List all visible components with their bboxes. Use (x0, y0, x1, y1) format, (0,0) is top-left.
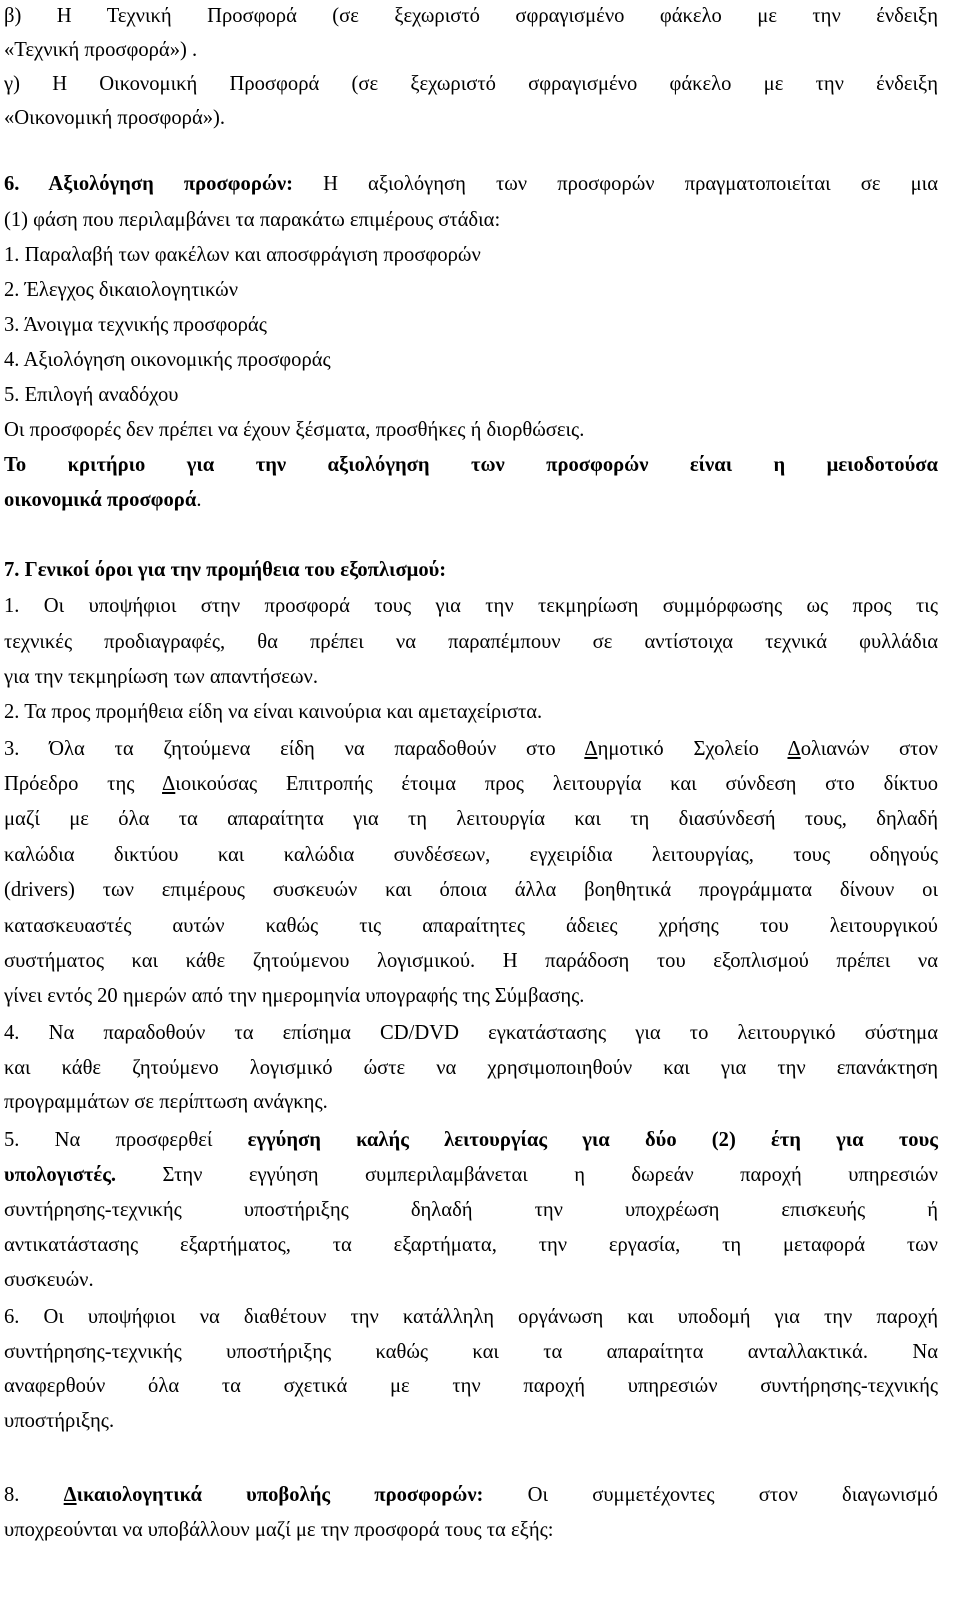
bold-text-segment: Δ (63, 1484, 77, 1506)
text-line (4, 700, 938, 724)
text-segment: Οι συμμετέχοντες στον διαγωνισμό (483, 1484, 938, 1506)
text-line (4, 1090, 938, 1114)
text-line (4, 418, 938, 442)
text-line (4, 984, 938, 1008)
text-line (4, 807, 938, 831)
bold-text-segment: οικονομικά προσφορά (4, 489, 197, 511)
text-segment: γ) Η Οικονομική Προσφορά (σε ξεχωριστό σφραγισμένο φάκελο με την ένδειξη (4, 73, 938, 95)
text-segment: Οι προσφορές δεν πρέπει να έχουν ξέσματα, προσθήκες ή διορθώσεις. (4, 419, 585, 441)
text-segment: «Τεχνική προσφορά») . (4, 39, 198, 61)
text-segment: 8. (4, 1484, 64, 1506)
text-segment: συσκευών. (4, 1269, 94, 1291)
text-segment: 3. Άνοιγμα τεχνικής προσφοράς (4, 314, 267, 336)
text-line (4, 383, 938, 407)
text-segment: 1. Παραλαβή των φακέλων και αποσφράγιση προσφορών (4, 244, 481, 266)
text-line (4, 1198, 938, 1222)
text-segment: για την τεκμηρίωση των απαντήσεων. (4, 666, 318, 688)
text-segment: καλώδια δικτύου και καλώδια συνδέσεων, εγχειρίδια λειτουργίας, τους οδηγούς (4, 844, 938, 866)
text-segment: 3. Όλα τα ζητούμενα είδη να παραδοθούν στο (4, 738, 585, 760)
text-segment: γίνει εντός 20 ημερών από την ημερομηνία υπογραφής της Σύμβασης. (4, 985, 585, 1007)
text-segment: υποστήριξης. (4, 1410, 115, 1432)
text-segment: Δ (787, 738, 801, 760)
text-line (4, 1409, 938, 1433)
text-segment: (drivers) των επιμέρους συσκευών και όποια άλλα βοηθητικά προγράμματα δίνουν οι (4, 879, 938, 901)
bold-text-segment: ικαιολογητικά υποβολής προσφορών: (76, 1484, 484, 1506)
text-segment: 4. Αξιολόγηση οικονομικής προσφοράς (4, 349, 331, 371)
text-line (4, 313, 938, 337)
bold-text-segment: 6. Αξιολόγηση προσφορών: (4, 173, 293, 195)
text-line (4, 737, 938, 761)
text-segment: 5. Επιλογή αναδόχου (4, 384, 179, 406)
text-line (4, 243, 938, 267)
text-line (4, 1163, 938, 1187)
text-line (4, 558, 938, 582)
text-segment: τεχνικές προδιαγραφές, θα πρέπει να παραπέμπουν σε αντίστοιχα τεχνικά φυλλάδια (4, 631, 938, 653)
text-line (4, 843, 938, 867)
text-segment: μαζί με όλα τα απαραίτητα για τη λειτουργία και τη διασύνδεσή τους, δηλαδή (4, 808, 938, 830)
text-line (4, 1518, 938, 1542)
text-segment: «Οικονομική προσφορά»). (4, 107, 226, 129)
text-line (4, 72, 938, 96)
text-line (4, 878, 938, 902)
text-line (4, 1056, 938, 1080)
text-line (4, 914, 938, 938)
text-segment: υποχρεούνται να υποβάλλουν μαζί με την προσφορά τους τα εξής: (4, 1519, 554, 1541)
text-line (4, 488, 938, 512)
text-segment: 2. Τα προς προμήθεια είδη να είναι καινούρια και αμεταχείριστα. (4, 701, 543, 723)
text-segment: 6. Οι υποψήφιοι να διαθέτουν την κατάλληλη οργάνωση και υποδομή για την παροχή (4, 1306, 938, 1328)
text-line (4, 772, 938, 796)
text-line (4, 172, 938, 196)
text-segment: ολιανών στον (800, 738, 938, 760)
text-segment: συστήματος και κάθε ζητούμενου λογισμικού. Η παράδοση του εξοπλισμού πρέπει να (4, 950, 938, 972)
text-line (4, 208, 938, 232)
text-line (4, 1305, 938, 1329)
text-line (4, 348, 938, 372)
text-segment: 4. Να παραδοθούν τα επίσημα CD/DVD εγκατάστασης για το λειτουργικό σύστημα (4, 1022, 938, 1044)
text-line (4, 1128, 938, 1152)
text-line (4, 1483, 938, 1507)
text-line (4, 594, 938, 618)
text-line (4, 106, 938, 130)
text-line (4, 453, 938, 477)
text-line (4, 278, 938, 302)
text-line (4, 949, 938, 973)
text-line (4, 4, 938, 28)
text-segment: β) Η Τεχνική Προσφορά (σε ξεχωριστό σφραγισμένο φάκελο με την ένδειξη (4, 5, 938, 27)
text-segment: ιοικούσας Επιτροπής έτοιμα προς λειτουργία και σύνδεση στο δίκτυο (175, 773, 939, 795)
text-segment: ημοτικό Σχολείο (597, 738, 788, 760)
text-segment: αντικατάστασης εξαρτήματος, τα εξαρτήματα, την εργασία, τη μεταφορά των (4, 1234, 938, 1256)
text-line (4, 38, 938, 62)
text-line (4, 1268, 938, 1292)
text-segment: 1. Οι υποψήφιοι στην προσφορά τους για την τεκμηρίωση συμμόρφωσης ως προς τις (4, 595, 938, 617)
text-segment: προγραμμάτων σε περίπτωση ανάγκης. (4, 1091, 328, 1113)
text-segment: Δ (162, 773, 176, 795)
text-segment: Στην εγγύηση συμπεριλαμβάνεται η δωρεάν παροχή υπηρεσιών (116, 1164, 938, 1186)
text-segment: αναφερθούν όλα τα σχετικά με την παροχή υπηρεσιών συντήρησης-τεχνικής (4, 1375, 938, 1397)
text-line (4, 630, 938, 654)
text-segment: Πρόεδρο της (4, 773, 163, 795)
text-segment: Η αξιολόγηση των προσφορών πραγματοποιείται σε μια (292, 173, 939, 195)
text-segment: συντήρησης-τεχνικής υποστήριξης δηλαδή την υποχρέωση επισκευής ή (4, 1199, 938, 1221)
text-segment: 2. Έλεγχος δικαιολογητικών (4, 279, 239, 301)
text-segment: (1) φάση που περιλαμβάνει τα παρακάτω επιμέρους στάδια: (4, 209, 501, 231)
text-segment: Δ (584, 738, 598, 760)
text-line (4, 1374, 938, 1398)
text-segment: 5. Να προσφερθεί (4, 1129, 248, 1151)
text-line (4, 1233, 938, 1257)
bold-text-segment: εγγύηση καλής λειτουργίας για δύο (2) έτη για τους (247, 1129, 938, 1151)
text-segment: κατασκευαστές αυτών καθώς τις απαραίτητες άδειες χρήσης του λειτουργικού (4, 915, 938, 937)
text-line (4, 665, 938, 689)
text-segment: συντήρησης-τεχνικής υποστήριξης καθώς και τα απαραίτητα ανταλλακτικά. Να (4, 1341, 938, 1363)
bold-text-segment: υπολογιστές. (4, 1164, 117, 1186)
text-segment: . (196, 489, 202, 511)
text-segment: και κάθε ζητούμενο λογισμικό ώστε να χρησιμοποιηθούν και για την επανάκτηση (4, 1057, 938, 1079)
text-line (4, 1340, 938, 1364)
bold-text-segment: Το κριτήριο για την αξιολόγηση των προσφορών είναι η μειοδοτούσα (4, 454, 938, 476)
bold-text-segment: 7. Γενικοί όροι για την προμήθεια του εξοπλισμού: (4, 559, 447, 581)
text-line (4, 1021, 938, 1045)
